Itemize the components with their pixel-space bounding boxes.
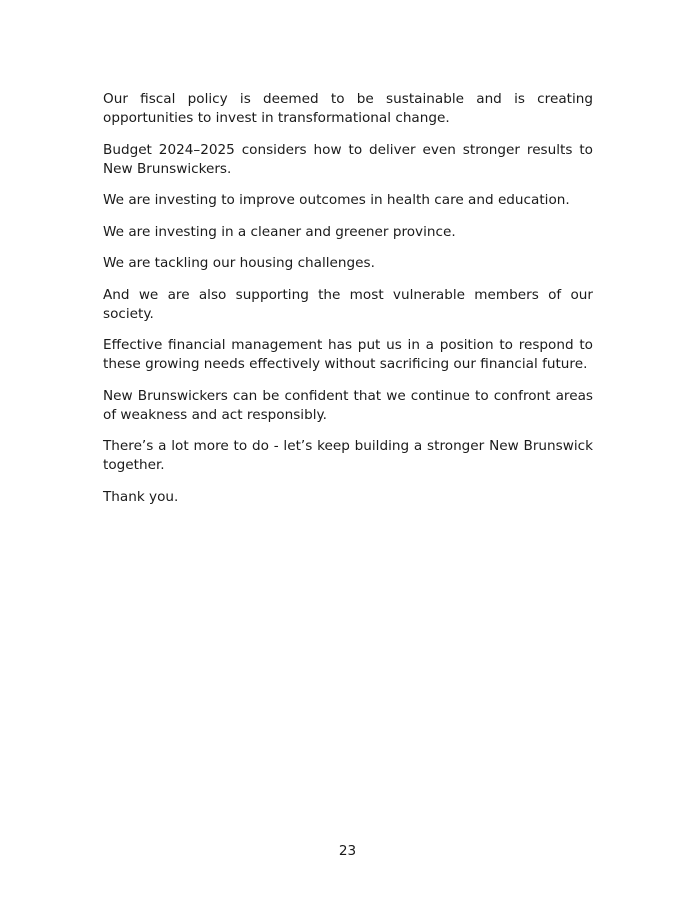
paragraph-housing: We are tackling our housing challenges. [103, 255, 375, 271]
page-number: 23 [338, 843, 357, 859]
body-text [103, 90, 593, 519]
paragraph-financial-management: Effective financial management has put us in a position to respond to these growing needs effectively without sacrificing our financial future. [103, 337, 593, 372]
paragraph-budget: Budget 2024–2025 considers how to deliver even stronger results to New Brunswickers. [103, 141, 593, 177]
paragraph-fiscal-policy: Our fiscal policy is deemed to be sustainable and is creating opportunities to invest in transformational change. [103, 91, 593, 126]
paragraph-confidence: New Brunswickers can be confident that we continue to confront areas of weakness and act responsibly. [103, 387, 593, 423]
paragraph-greener-province: We are investing in a cleaner and greener province. [103, 223, 456, 240]
paragraph-health-education: We are investing to improve outcomes in health care and education. [103, 192, 570, 208]
paragraph-thank-you: Thank you. [103, 488, 179, 505]
paragraph-vulnerable-members: And we are also supporting the most vulnerable members of our society. [103, 286, 593, 322]
paragraph-keep-building: There’s a lot more to do - let’s keep building a stronger New Brunswick together. [103, 438, 593, 473]
